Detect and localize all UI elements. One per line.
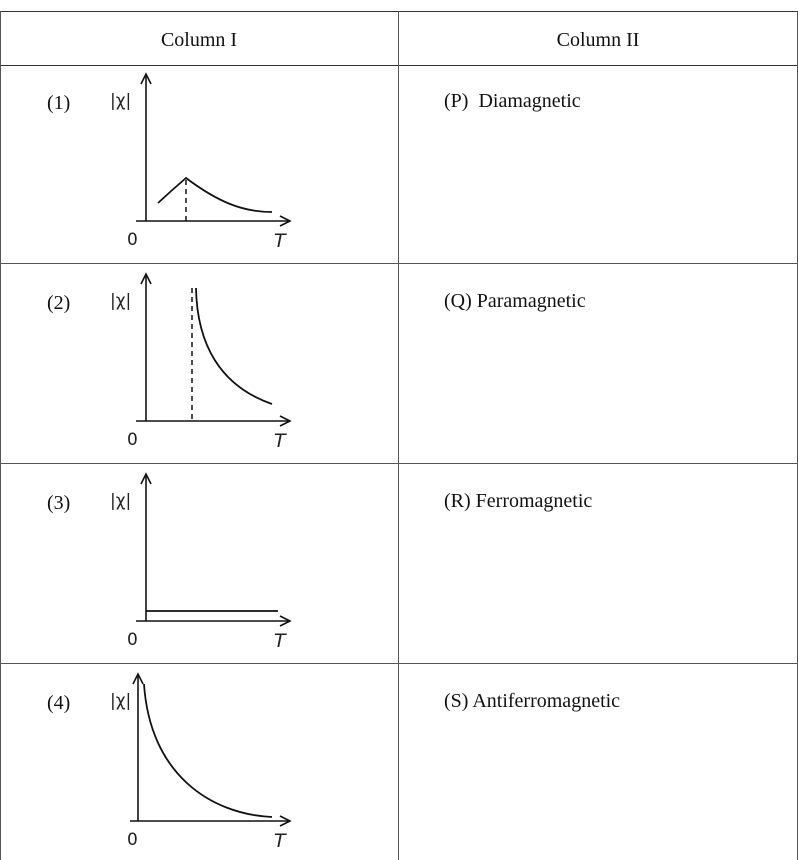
table-header (0, 11, 798, 66)
column-2-header: Column II (556, 29, 640, 51)
y-axis-label: |χ| (110, 291, 132, 311)
item-number: (4) (47, 692, 71, 714)
option-label: (Q) Paramagnetic (444, 290, 586, 312)
table-border-left (0, 11, 1, 860)
x-axis-label: T (274, 630, 286, 652)
item-number: (3) (47, 492, 71, 514)
origin-label: 0 (127, 430, 138, 450)
option-label: (R) Ferromagnetic (444, 490, 593, 512)
graph-inverse-temperature-decay (100, 664, 300, 860)
table-row (0, 264, 798, 464)
graph-small-constant (100, 464, 300, 663)
graph-diverging-above-curie-temperature (100, 264, 300, 463)
table-row (0, 64, 798, 264)
option-label: (P) Diamagnetic (444, 90, 581, 112)
item-number: (2) (47, 292, 71, 314)
origin-label: 0 (127, 630, 138, 650)
table-row (0, 664, 798, 860)
match-table (0, 11, 798, 860)
graph-peak-at-neel-temperature (100, 64, 300, 263)
x-axis-label: T (274, 430, 286, 452)
column-1-header: Column I (160, 29, 238, 51)
column-divider (398, 11, 399, 860)
origin-label: 0 (127, 830, 138, 850)
y-axis-label: |χ| (110, 491, 132, 511)
item-number: (1) (47, 92, 71, 114)
y-axis-label: |χ| (110, 91, 132, 111)
table-row (0, 464, 798, 664)
origin-label: 0 (127, 230, 138, 250)
x-axis-label: T (274, 230, 286, 252)
y-axis-label: |χ| (110, 691, 132, 711)
option-label: (S) Antiferromagnetic (444, 690, 621, 712)
x-axis-label: T (274, 830, 286, 852)
